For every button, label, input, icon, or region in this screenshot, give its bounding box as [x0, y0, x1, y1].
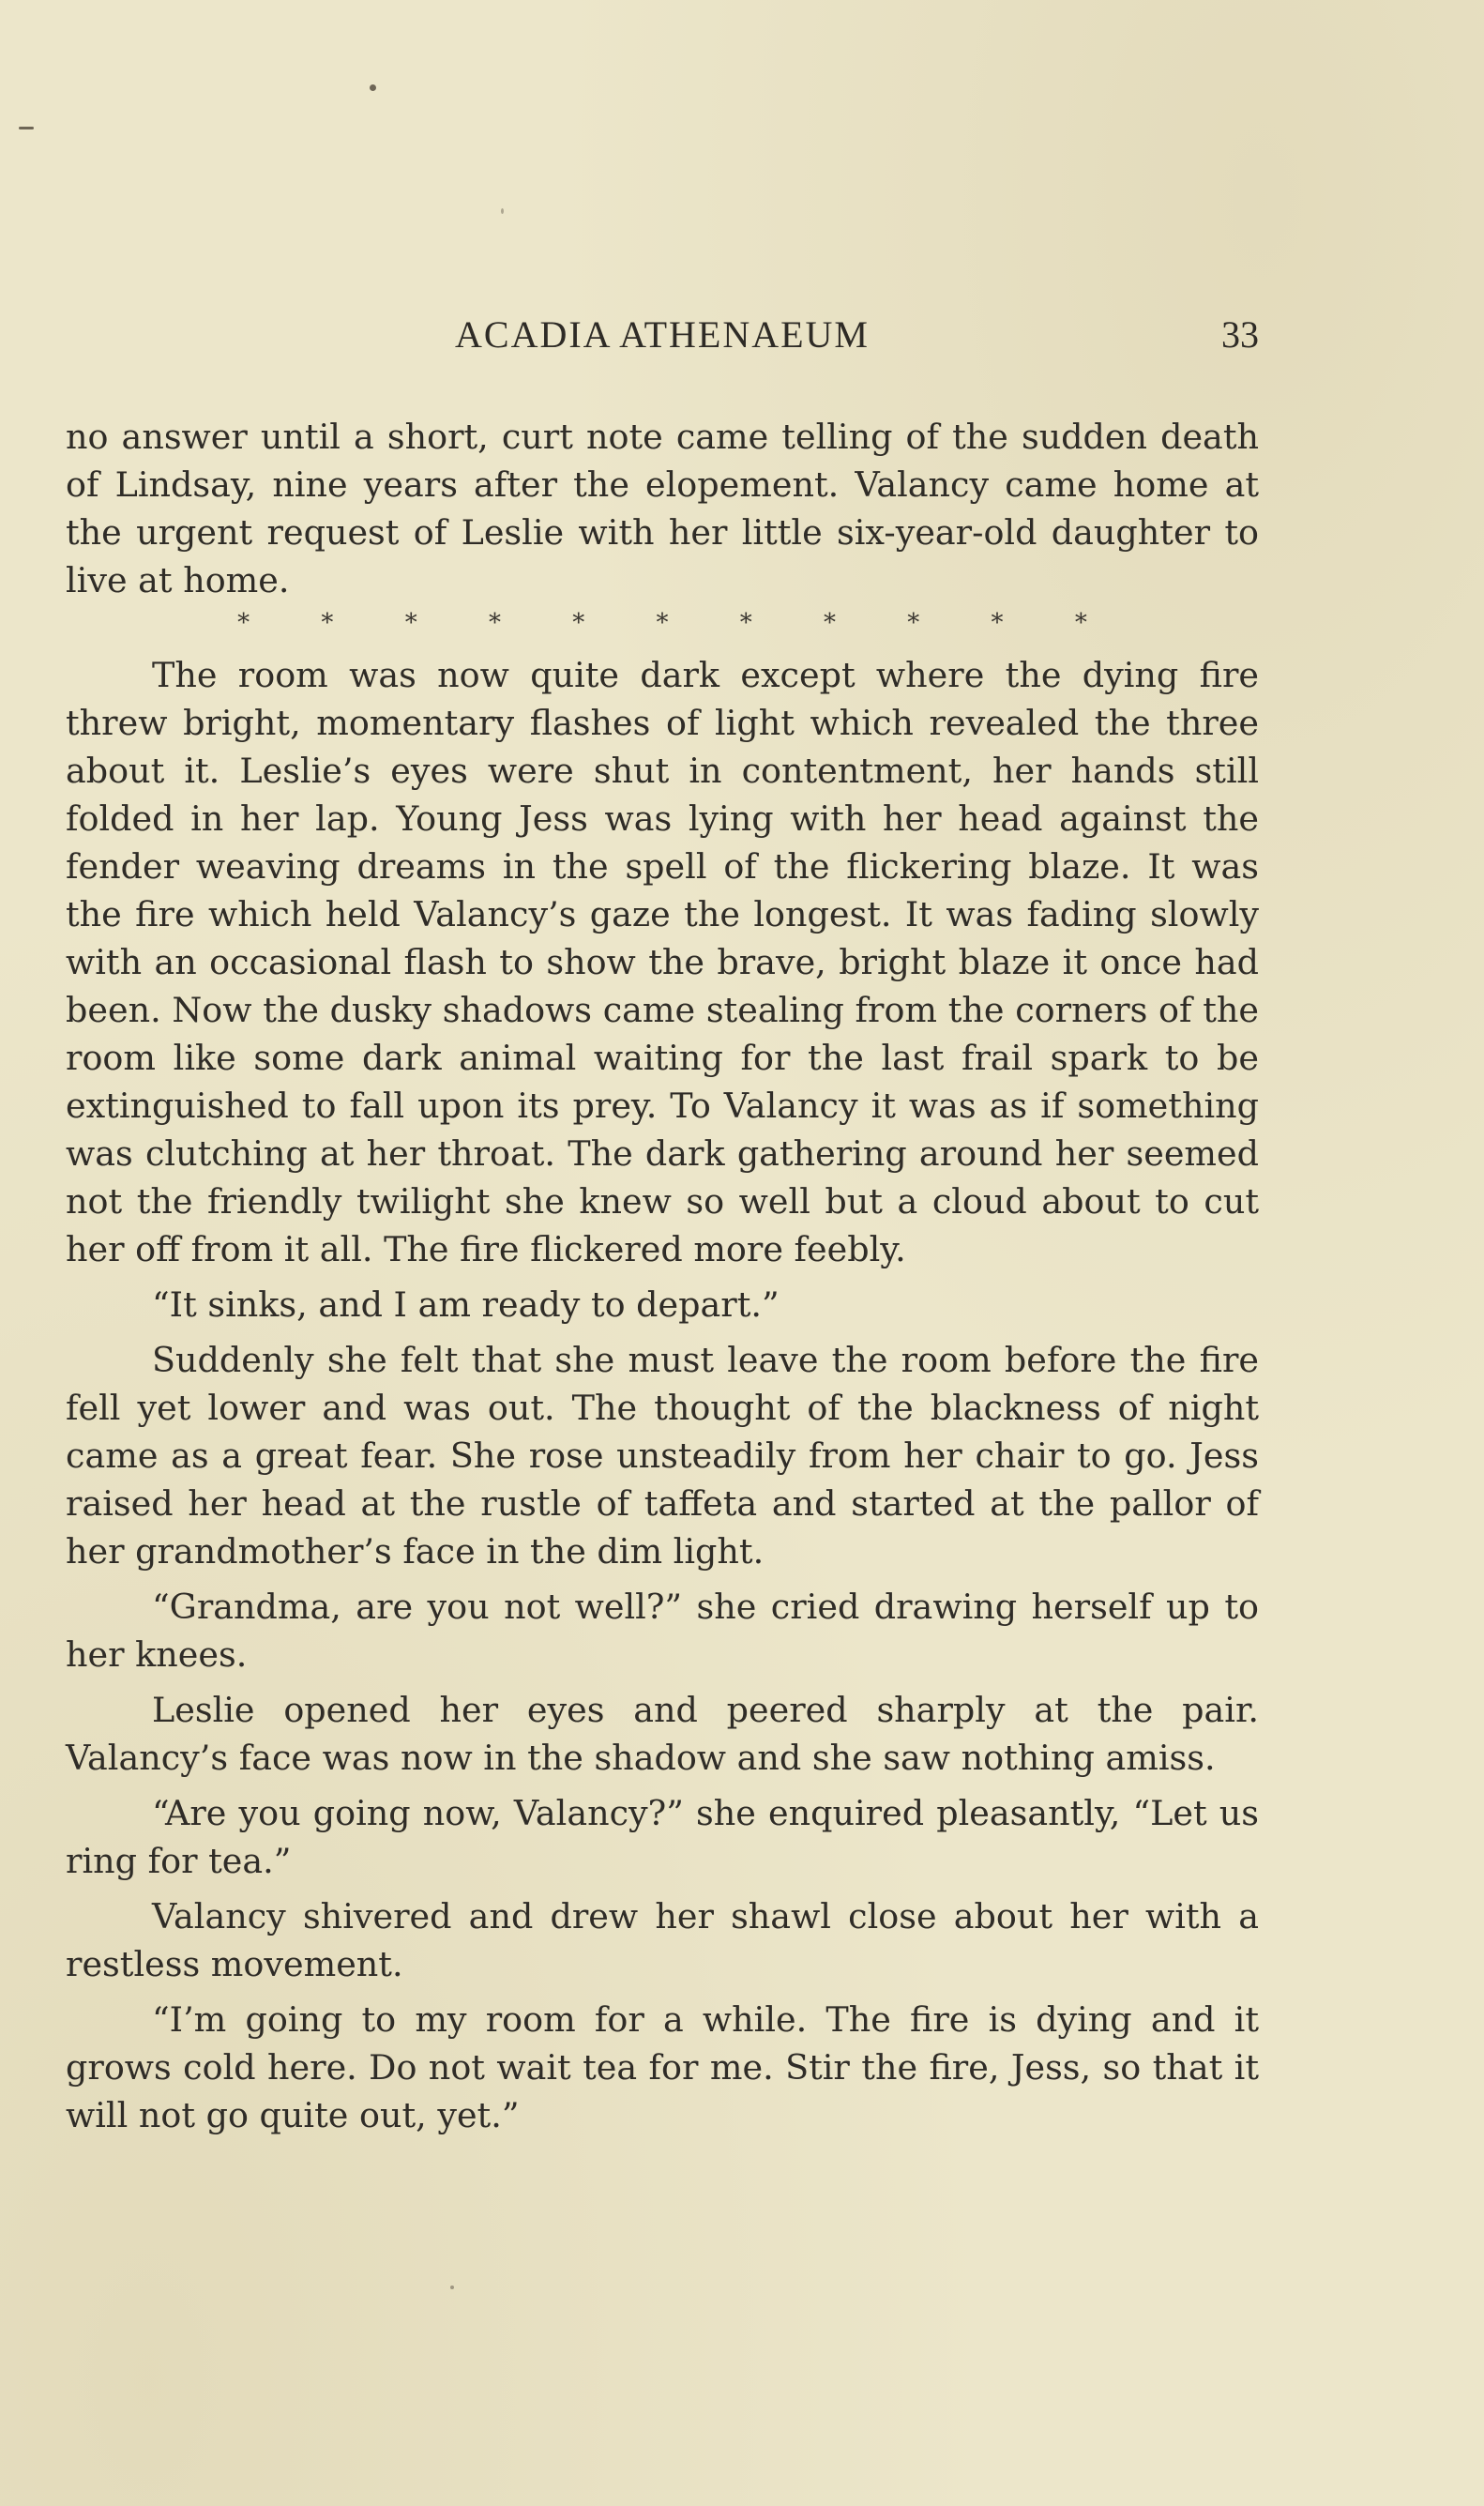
paragraph: “Are you going now, Valancy?” she enquired pleasantly, “Let us ring for tea.” — [66, 1793, 1259, 1881]
paragraph: The room was now quite dark except where the dying fire threw bright, momentary flashes of light which revealed the three about it. Leslie’s eyes were shut in contentment, her hands still folded in her lap. Young Jess was lying with her head against the fender weaving dreams in the spell of the flickering blaze. It was the fire which held Valancy’s gaze the longest. It was fading slowly with an occasional flash to show the brave, bright blaze it once had been. Now the dusky shadows came stealing from the corners of the room like some dark animal waiting for the last frail spark to be extinguished to fall upon its prey. To Valancy it was as if something was clutching at her throat. The dark gathering around her seemed not the friendly twilight she knew so well but a cloud about to cut her off from it all. The fire flickered more feebly. — [66, 655, 1259, 1269]
paragraph: no answer until a short, curt note came telling of the sudden death of Lindsay, nine years after the elopement. Valancy came home at the urgent request of Leslie with her little six-year-old daughter to live at home. — [66, 417, 1259, 600]
paragraph: Valancy shivered and drew her shawl close about her with a restless movement. — [66, 1896, 1259, 1984]
paper-speck — [450, 2286, 454, 2289]
paper-speck — [19, 127, 34, 129]
paper-speck — [501, 208, 504, 214]
body-text — [66, 413, 1259, 2139]
paper-speck — [370, 84, 376, 91]
page-header — [66, 312, 1259, 369]
paragraph: Leslie opened her eyes and peered sharply at the pair. Valancy’s face was now in the shadow and she saw nothing amiss. — [66, 1690, 1259, 1778]
paragraph: “Grandma, are you not well?” she cried drawing herself up to her knees. — [66, 1587, 1259, 1675]
running-title: ACADIA ATHENAEUM — [455, 313, 870, 356]
page-number: 33 — [1221, 313, 1259, 356]
paragraph: Suddenly she felt that she must leave the room before the fire fell yet lower and was out. The thought of the blackness of night came as a great fear. She rose unsteadily from her chair to go. Jess raised her head at the rustle of taffeta and started at the pallor of her grandmother’s face in the dim light. — [66, 1340, 1259, 1572]
section-separator: * * * * * * * * * * * — [237, 609, 1119, 637]
paragraph: “It sinks, and I am ready to depart.” — [152, 1284, 780, 1325]
paragraph: “I’m going to my room for a while. The fire is dying and it grows cold here. Do not wait tea for me. Stir the fire, Jess, so that it will not go quite out, yet.” — [66, 1999, 1259, 2135]
